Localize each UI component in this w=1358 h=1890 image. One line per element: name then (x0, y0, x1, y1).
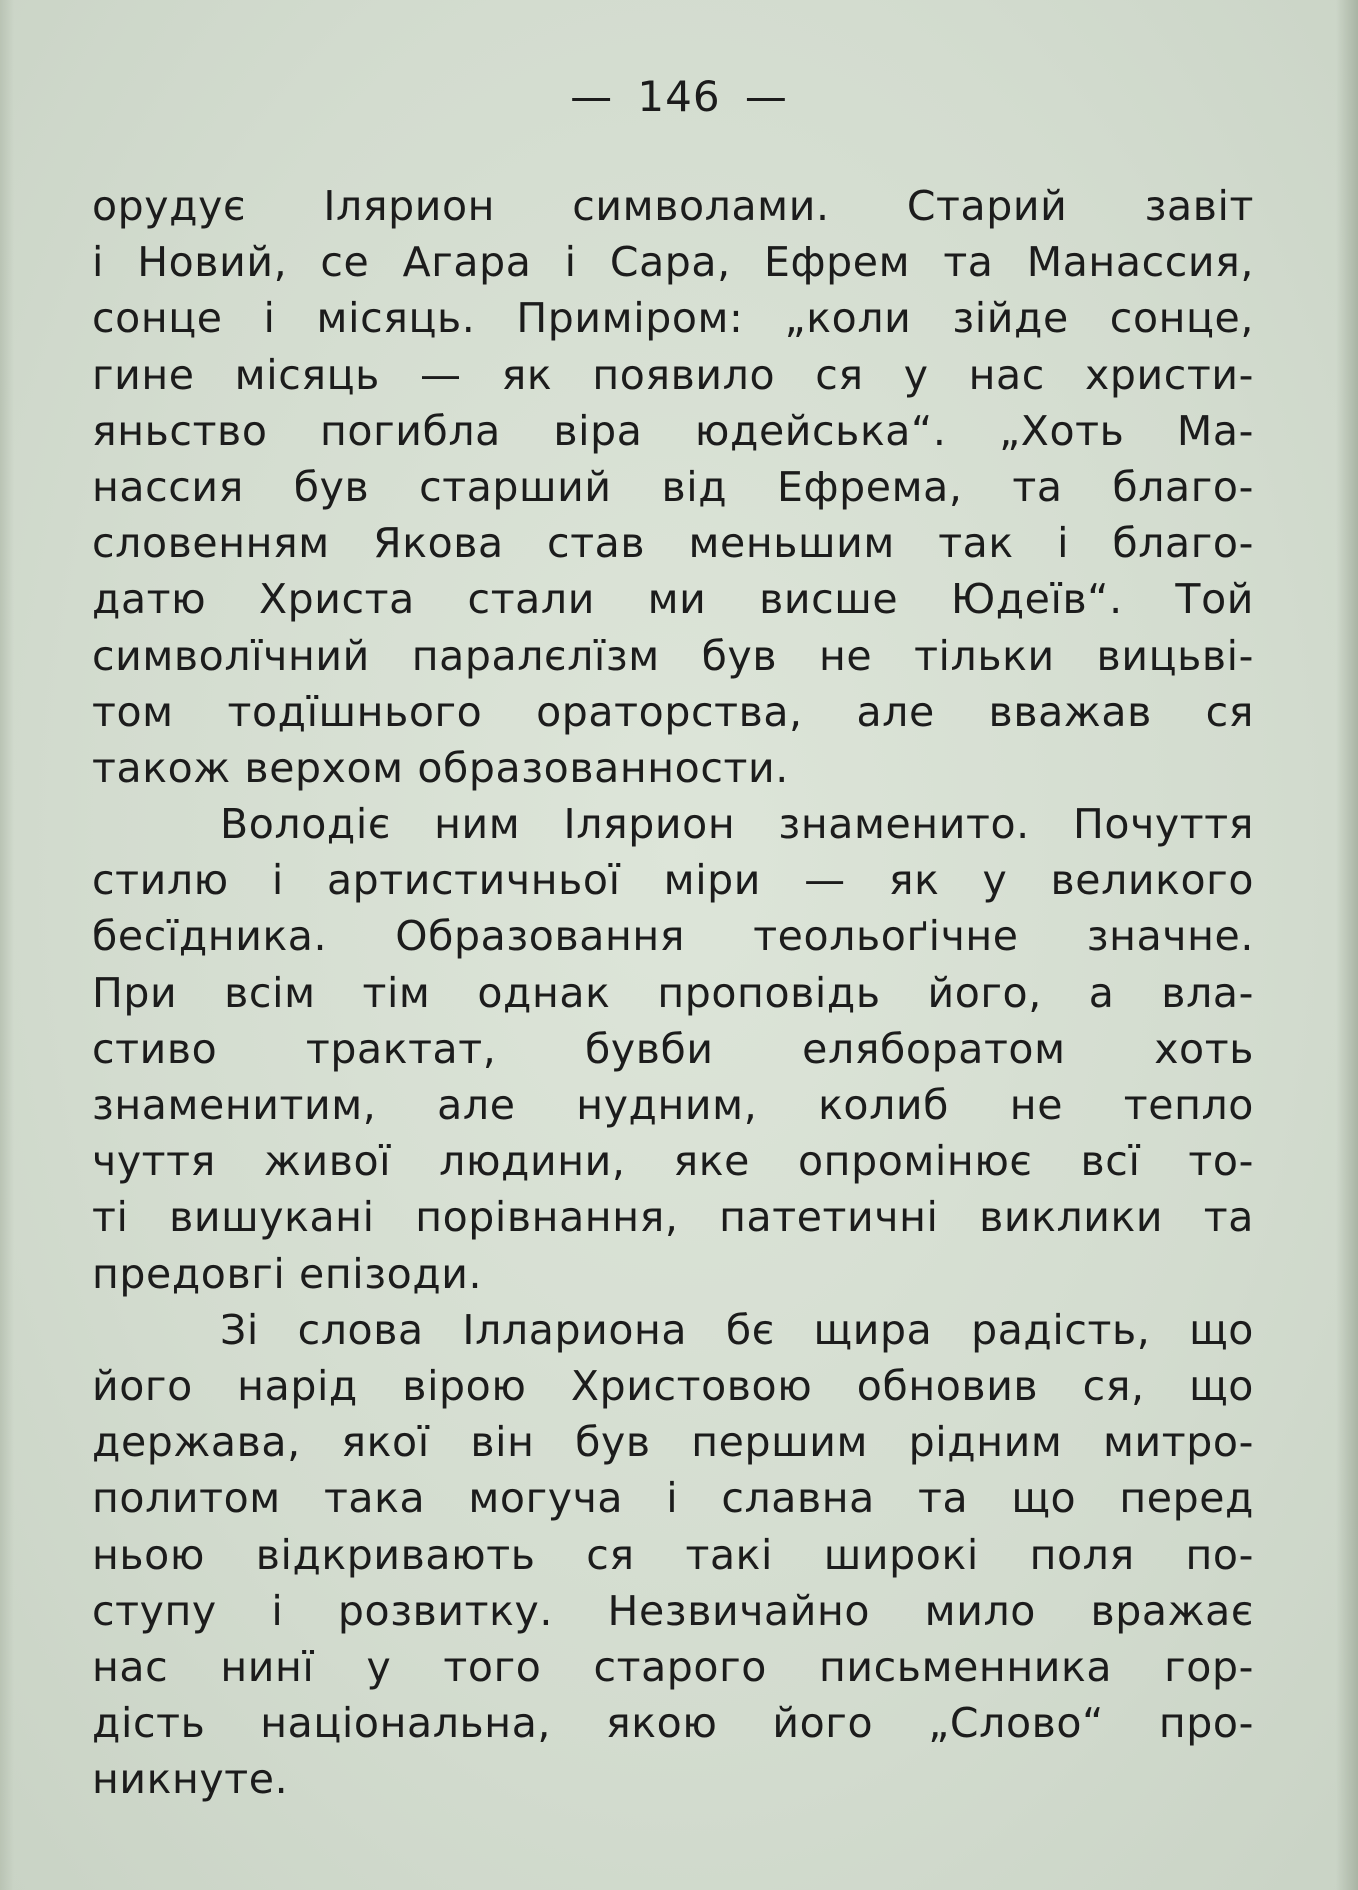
text-line: том тодїшнього ораторства, але вважав ся (92, 687, 1254, 736)
text-line: держава, якої він був першим рідним митро- (92, 1418, 1254, 1467)
text-line: символїчний паралєлїзм був не тільки вицьві- (92, 631, 1254, 680)
text-line: його нарід вірою Христовою обновив ся, що (92, 1361, 1254, 1410)
text-line: ті вишукані порівнання, патетичні виклики та (92, 1193, 1254, 1242)
text-line: словенням Якова став меньшим так і благо- (92, 519, 1254, 568)
text-line: стилю і артистичньої міри — як у великого (92, 856, 1254, 905)
text-line: чуття живої людини, яке опромінює всї то- (92, 1137, 1254, 1186)
text-line: орудує Ілярион символами. Старий завіт (92, 182, 1254, 230)
text-line: дість національна, якою його „Слово“ про- (92, 1699, 1254, 1748)
text-line: Володіє ним Ілярион знаменито. Почуття (220, 800, 1254, 849)
paragraph-1 (92, 178, 1254, 796)
text-line: нассия був старший від Ефрема, та благо- (92, 462, 1254, 511)
page-edge-shadow-right (1336, 0, 1358, 1890)
text-line: Зі слова Іллариона бє щира радість, що (220, 1305, 1254, 1354)
body-text (92, 178, 1254, 1807)
text-line: гине місяць — як появило ся у нас христи- (92, 350, 1254, 399)
text-line: сонце і місяць. Приміром: „коли зійде сонце, (92, 294, 1254, 343)
text-line: При всім тім однак проповідь його, а вла- (92, 968, 1254, 1017)
text-line: також верхом образованности. (92, 743, 789, 792)
text-line: стиво трактат, бувби еляборатом хоть (92, 1024, 1254, 1073)
paragraph-3 (92, 1302, 1254, 1808)
text-line: предовгі епізоди. (92, 1249, 483, 1298)
text-line: знаменитим, але нудним, колиб не тепло (92, 1081, 1254, 1129)
text-line: ступу і розвитку. Незвичайно мило вражає (92, 1586, 1254, 1635)
text-line: яньство погибла віра юдейська“. „Хоть Ма- (92, 406, 1254, 455)
text-line: датю Христа стали ми висше Юдеїв“. Той (92, 575, 1254, 624)
paragraph-2 (92, 796, 1254, 1302)
text-line: политом така могуча і славна та що перед (92, 1474, 1254, 1523)
text-line: бесїдника. Образовання теольоґічне значне. (92, 912, 1254, 961)
text-line: ньою відкривають ся такі широкі поля по- (92, 1530, 1254, 1579)
page-edge-shadow-left (0, 0, 14, 1890)
text-line: і Новий, се Агара і Сара, Ефрем та Манассия, (92, 238, 1254, 287)
text-line: нас нинї у того старого письменника гор- (92, 1642, 1254, 1691)
page-number: — 146 — (570, 72, 788, 121)
text-line: никнуте. (92, 1755, 289, 1804)
